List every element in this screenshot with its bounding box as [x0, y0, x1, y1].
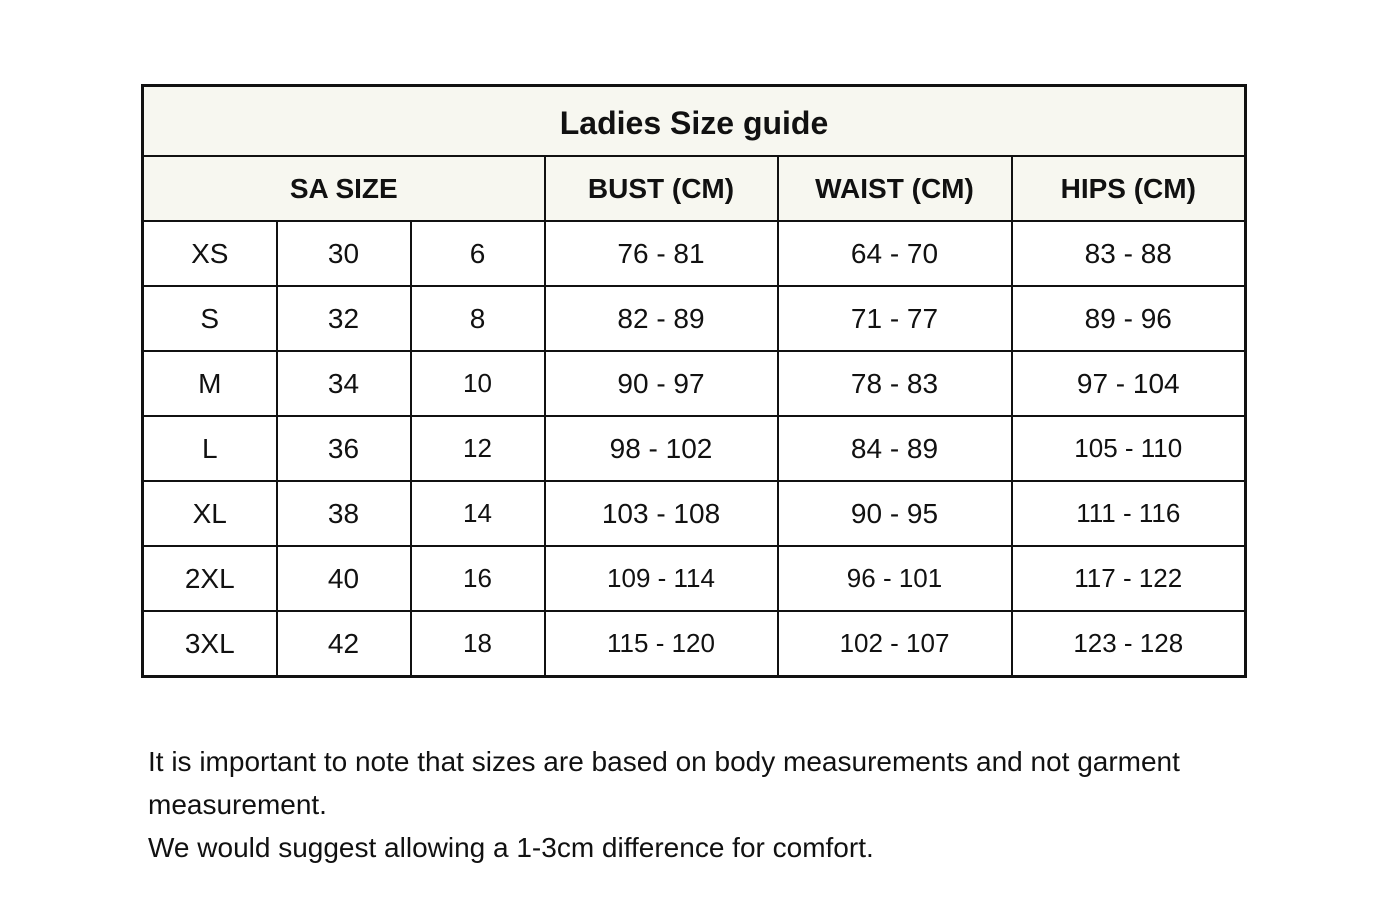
size-b: 10	[411, 351, 545, 416]
size-label: XS	[143, 221, 277, 286]
size-a: 32	[277, 286, 411, 351]
table-row	[143, 221, 1246, 286]
size-a: 34	[277, 351, 411, 416]
hips-range: 105 - 110	[1012, 416, 1246, 481]
hips-range: 111 - 116	[1012, 481, 1246, 546]
hips-range: 117 - 122	[1012, 546, 1246, 611]
bust-range: 115 - 120	[545, 611, 778, 677]
size-b: 16	[411, 546, 545, 611]
header-hips: HIPS (CM)	[1012, 156, 1246, 221]
size-label: XL	[143, 481, 277, 546]
size-b: 14	[411, 481, 545, 546]
waist-range: 78 - 83	[778, 351, 1012, 416]
bust-range: 103 - 108	[545, 481, 778, 546]
size-label: 2XL	[143, 546, 277, 611]
note-line-2: We would suggest allowing a 1-3cm difference for comfort.	[148, 832, 874, 863]
bust-range: 90 - 97	[545, 351, 778, 416]
header-bust: BUST (CM)	[545, 156, 778, 221]
bust-range: 76 - 81	[545, 221, 778, 286]
size-b: 18	[411, 611, 545, 677]
table-row	[143, 481, 1246, 546]
size-a: 42	[277, 611, 411, 677]
size-a: 30	[277, 221, 411, 286]
hips-range: 97 - 104	[1012, 351, 1246, 416]
bust-range: 98 - 102	[545, 416, 778, 481]
hips-range: 83 - 88	[1012, 221, 1246, 286]
bust-range: 109 - 114	[545, 546, 778, 611]
size-label: L	[143, 416, 277, 481]
table-row	[143, 286, 1246, 351]
waist-range: 102 - 107	[778, 611, 1012, 677]
table-title: Ladies Size guide	[143, 86, 1246, 157]
size-label: M	[143, 351, 277, 416]
size-b: 8	[411, 286, 545, 351]
waist-range: 96 - 101	[778, 546, 1012, 611]
size-b: 12	[411, 416, 545, 481]
header-row	[143, 156, 1246, 221]
header-sa-size: SA SIZE	[143, 156, 545, 221]
hips-range: 89 - 96	[1012, 286, 1246, 351]
table-row	[143, 351, 1246, 416]
waist-range: 90 - 95	[778, 481, 1012, 546]
size-a: 36	[277, 416, 411, 481]
waist-range: 84 - 89	[778, 416, 1012, 481]
waist-range: 64 - 70	[778, 221, 1012, 286]
size-a: 38	[277, 481, 411, 546]
size-label: S	[143, 286, 277, 351]
note-line-1: It is important to note that sizes are based on body measurements and not garment measurement.	[148, 746, 1180, 820]
size-a: 40	[277, 546, 411, 611]
measurement-note	[148, 740, 1268, 869]
size-b: 6	[411, 221, 545, 286]
bust-range: 82 - 89	[545, 286, 778, 351]
title-row	[143, 86, 1246, 157]
size-guide-table	[141, 84, 1247, 678]
table-row	[143, 611, 1246, 677]
header-waist: WAIST (CM)	[778, 156, 1012, 221]
size-label: 3XL	[143, 611, 277, 677]
table-row	[143, 546, 1246, 611]
waist-range: 71 - 77	[778, 286, 1012, 351]
table-row	[143, 416, 1246, 481]
hips-range: 123 - 128	[1012, 611, 1246, 677]
